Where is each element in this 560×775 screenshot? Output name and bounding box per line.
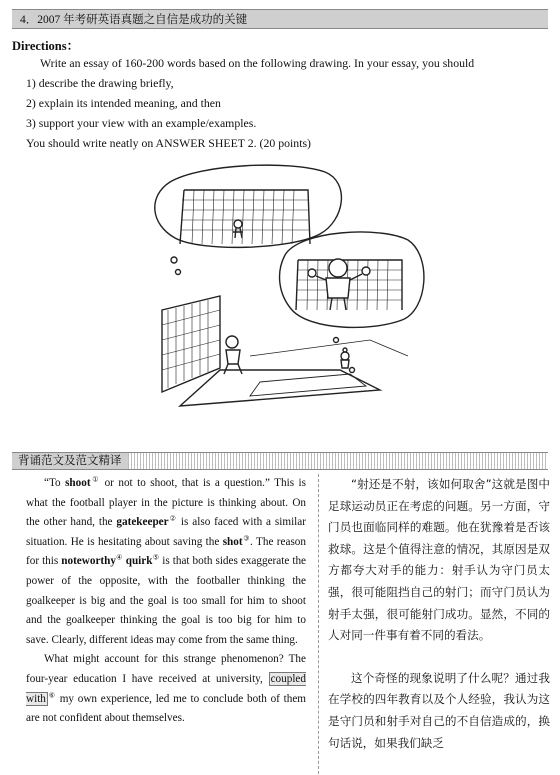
directions-line: Write an essay of 160-200 words based on the following drawing. In your essay, you should <box>40 56 475 70</box>
directions-line: 3) support your view with an example/examples. <box>26 116 257 130</box>
header-title: 4．2007 年考研英语真题之自信是成功的关键 <box>20 14 248 26</box>
footnote-marker: ① <box>90 475 101 484</box>
directions-line: 1) describe the drawing briefly, <box>26 76 174 90</box>
section-title: 背诵范文及范文精译 <box>12 453 128 469</box>
footnote-marker: ⑤ <box>152 553 160 562</box>
column-divider <box>318 474 319 774</box>
text: is also faced with a similar situation. He is hesitating about saving the <box>26 516 306 548</box>
text: “To <box>44 477 66 489</box>
football-field <box>162 296 408 406</box>
goalkeeper-thought-bubble <box>280 232 424 352</box>
footnote-marker: ⑥ <box>47 690 57 699</box>
directions-line: You should write neatly on ANSWER SHEET 2. (20 points) <box>26 136 311 150</box>
text: . The reason for this <box>26 535 306 568</box>
vocab-term: shoot <box>65 477 91 489</box>
chinese-paragraph-2: 这个奇怪的现象说明了什么呢？通过我在学校的四年教育以及个人经验，我认为这是守门员和射手对自己的不自信造成的，换句话说，如果我们缺乏 <box>328 670 550 750</box>
footballer-thought-bubble <box>155 165 342 274</box>
section-bar <box>12 452 548 470</box>
english-paragraph-1 <box>26 474 306 650</box>
text: or not to shoot, that is a question.” This is what the football player in the picture is thinking about. On the other hand, the <box>26 477 306 529</box>
footnote-marker: ③ <box>242 534 251 543</box>
vocab-term: shot <box>222 535 243 548</box>
text: is that both sides exaggerate the power of the opposite, with the footballer thinking the goalkeeper is big and the goal is too small for him to shoot and the goalkeeper thinking the goal is too big for him to save. Clearly, different ideas may come from the same thing. <box>26 555 307 646</box>
english-essay <box>26 474 306 729</box>
chinese-paragraph-1: “射还是不射，该如何取舍”这就是图中足球运动员正在考虑的问题。另一方面，守门员也面临同样的难题。他在犹豫着是否该救球。这是个值得注意的情况，其原因是双方都夸大对手的能力：射手认为守门员太强，很可能阻挡自己的射门；而守门员认为射手太强，很可能射门成功。显然，不同的人对同一件事有着不同的看法。 <box>328 477 550 643</box>
directions-line: 2) explain its intended meaning, and then <box>26 96 221 110</box>
chinese-translation <box>328 474 550 754</box>
vocab-term: gatekeeper <box>116 516 169 529</box>
text: What might account for this strange phenomenon? The four-year education I have received at university, <box>26 653 306 685</box>
text: my own experience, led me to conclude both of them are not confident about themselves. <box>26 692 306 725</box>
vocab-term: noteworthy <box>61 555 116 568</box>
cartoon-drawing <box>140 160 430 408</box>
footnote-marker: ② <box>168 514 178 523</box>
vocab-term: quirk <box>125 555 153 568</box>
directions-title: Directions： <box>12 39 80 53</box>
section-header <box>12 9 548 29</box>
highlighted-phrase: coupled with <box>26 672 306 705</box>
english-paragraph-2 <box>26 650 306 728</box>
footnote-marker: ④ <box>115 553 123 562</box>
